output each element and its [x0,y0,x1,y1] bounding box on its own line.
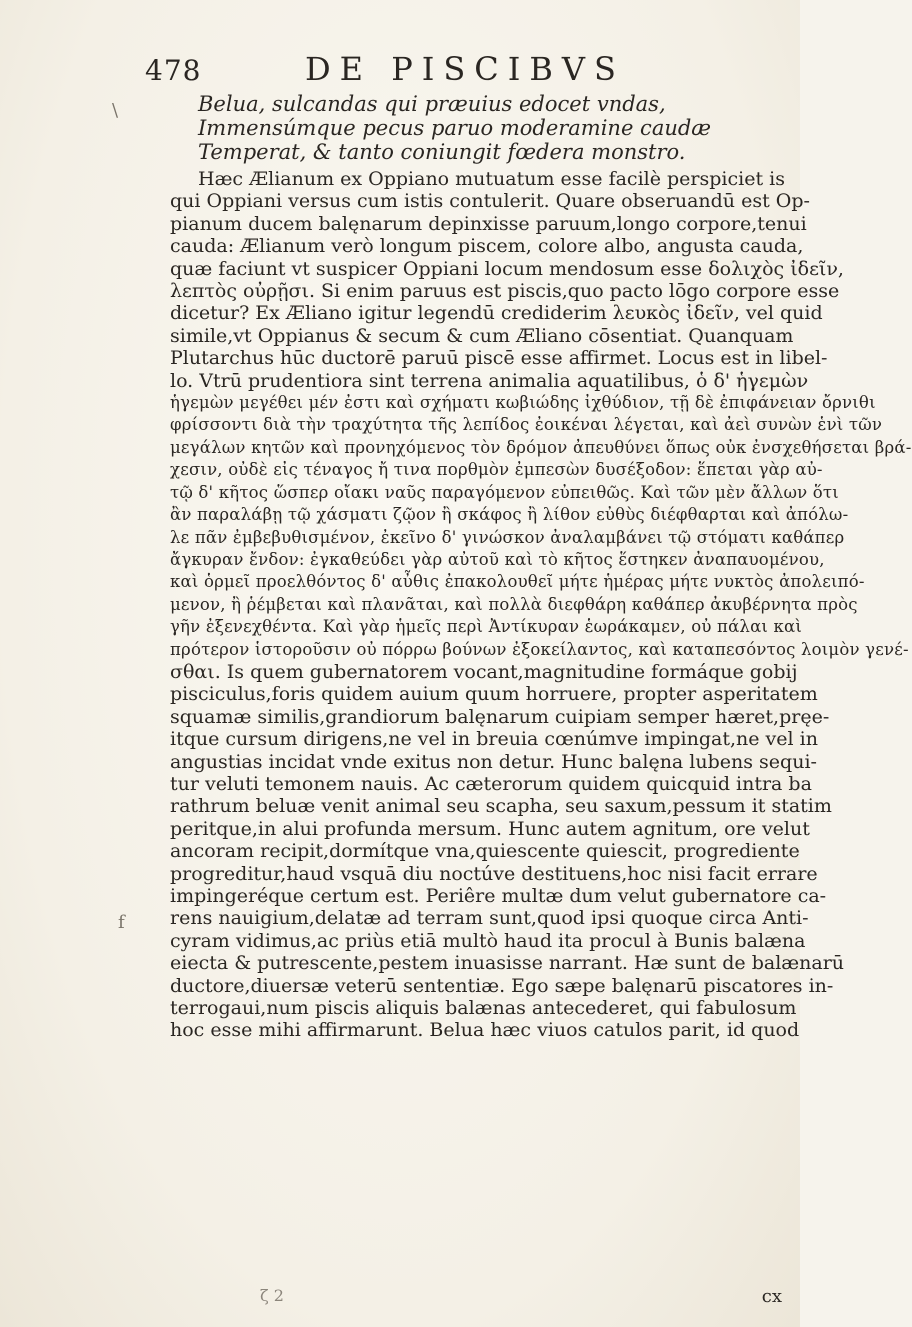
text-line: ductore,diuersæ veterū sententiæ. Ego sæpe balęnarū piscatores in- [170,974,834,997]
text-line: Plutarchus hūc ductorē paruū piscē esse affirmet. Locus est in libel- [170,347,828,370]
verse-line: Immensúmque pecus paruo moderamine caudæ [198,116,712,140]
greek-line: καὶ ὁρμεῖ προελθόντος δ' αὖθις ἐπακολουθεῖ μήτε ἡμέρας μήτε νυκτὸς ἀπολειπό- [170,572,865,592]
verse-line: Temperat, & tanto coniungit fœdera monstro. [198,140,686,164]
page-header [145,50,785,90]
text-line: eiecta & putrescente,pestem inuasisse narrant. Hæ sunt de balænarū [170,952,845,975]
greek-line: ἡγεμὼν μεγέθει μέν ἐστι καὶ σχήματι κωβιώδης ἰχθύδιον, τῇ δὲ ἐπιφάνειαν ὄρνιθι [170,393,876,413]
text-line: dicetur? Ex Æliano igitur legendū crediderim λευκὸς ἰδεῖν, vel quid [170,302,823,325]
text-line: angustias incidat vnde exitus non detur. Hunc balęna lubens sequi- [170,750,817,773]
margin-mark: f [118,912,125,933]
text-line: ancoram recipit,dormítque vna,quiescente quiescit, progrediente [170,840,800,863]
greek-line: ἂν παραλάβῃ τῷ χάσματι ζῷον ἢ σκάφος ἢ λίθον εὐθὺς διέφθαρται καὶ ἀπόλω- [170,505,849,525]
verse-line: Belua, sulcandas qui præuius edocet vndas, [198,92,666,116]
greek-line: χεσιν, οὐδὲ εἰς τέναγος ἤ τινα πορθμὸν ἐμπεσὼν δυσέξοδον: ἕπεται γὰρ αὐ- [170,460,823,480]
page-footer [170,1286,782,1310]
signature-mark: ζ 2 [260,1286,284,1305]
text-line: rens nauigium,delatæ ad terram sunt,quod ipsi quoque circa Anti- [170,907,809,930]
text-line: terrogaui,num piscis aliquis balænas antecederet, qui fabulosum [170,997,797,1020]
text-line: cyram vidimus,ac priùs etiā multò haud ita procul à Bunis balæna [170,929,806,952]
text-line: Hæc Ælianum ex Oppiano mutuatum esse facilè perspiciet is [198,168,785,190]
running-title: DE PISCIBVS [305,50,625,88]
greek-line: γῆν ἐξενεχθέντα. Καὶ γὰρ ἡμεῖς περὶ Ἀντίκυραν ἑωράκαμεν, οὐ πάλαι καὶ [170,617,803,637]
text-line: peritque,in alui profunda mersum. Hunc autem agnitum, ore velut [170,817,810,840]
margin-mark: \ [112,100,119,121]
text-line: σθαι. Is quem gubernatorem vocant,magnitudine formáque gobij [170,660,798,683]
greek-line: φρίσσοντι διὰ τὴν τραχύτητα τῆς λεπίδος ἐοικέναι λέγεται, καὶ ἀεὶ συνὼν ἑνὶ τῶν [170,415,883,435]
greek-line: τῷ δ' κῆτος ὥσπερ οἴακι ναῦς παραγόμενον εὐπειθῶς. Καὶ τῶν μὲν ἄλλων ὅτι [170,482,839,502]
text-line: cauda: Ælianum verò longum piscem, colore albo, angusta cauda, [170,235,804,258]
text-line: simile,vt Oppianus & secum & cum Æliano cōsentiat. Quanquam [170,324,794,347]
text-line: pianum ducem balęnarum depinxisse paruum,longo corpore,tenui [170,212,807,235]
text-line: tur veluti temonem nauis. Ac cæterorum quidem quicquid intra ba [170,772,812,795]
text-line: λεπτὸς οὐρῇσι. Si enim paruus est piscis,quo pacto lōgo corpore esse [170,280,840,303]
greek-line: πρότερον ἱστοροῦσιν οὐ πόρρω βούνων ἐξοκείλαντος, καὶ καταπεσόντος λοιμὸν γενέ- [170,639,909,659]
text-line: rathrum beluæ venit animal seu scapha, seu saxum,pessum it statim [170,795,832,818]
greek-line: μενον, ἢ ῥέμβεται καὶ πλανᾶται, καὶ πολλὰ διεφθάρη καθάπερ ἀκυβέρνητα πρὸς [170,594,858,614]
page-number: 478 [145,54,202,87]
greek-line: ἄγκυραν ἔνδον: ἐγκαθεύδει γὰρ αὐτοῦ καὶ τὸ κῆτος ἕστηκεν ἀναπαυομένου, [170,549,825,569]
text-line: impingeréque certum est. Periêre multæ dum velut gubernatore ca- [170,885,827,907]
text-line: squamæ similis,grandiorum balęnarum cuipiam semper hæret,pręe- [170,705,830,728]
text-line: lo. Vtrū prudentiora sint terrena animalia aquatilibus, ὁ δ' ἡγεμὼν [170,369,809,392]
text-line: hoc esse mihi affirmarunt. Belua hæc viuos catulos parit, id quod [170,1019,800,1042]
text-line: quæ faciunt vt suspicer Oppiani locum mendosum esse δολιχὸς ἰδεῖν, [170,257,844,280]
text-line: itque cursum dirigens,ne vel in breuia cœnúmve impingat,ne vel in [170,728,818,751]
greek-line: μεγάλων κητῶν καὶ προνηχόμενος τὸν δρόμον ἀπευθύνει ὅπως οὐκ ἐνσχεθήσεται βρά- [170,437,912,457]
text-line: pisciculus,foris quidem auium quum horruere, propter asperitatem [170,683,818,706]
text-line: progreditur,haud vsquā diu noctúve destituens,hoc nisi facit errare [170,862,818,885]
greek-line: λε πᾶν ἐμβεβυθισμένον, ἐκεῖνο δ' γινώσκον ἀναλαμβάνει τῷ στόματι καθάπερ [170,527,845,547]
body-text [170,168,912,1042]
text-line: qui Oppiani versus cum istis contulerit. Quare obseruandū est Op- [170,190,810,213]
catchword: cx [761,1286,782,1307]
